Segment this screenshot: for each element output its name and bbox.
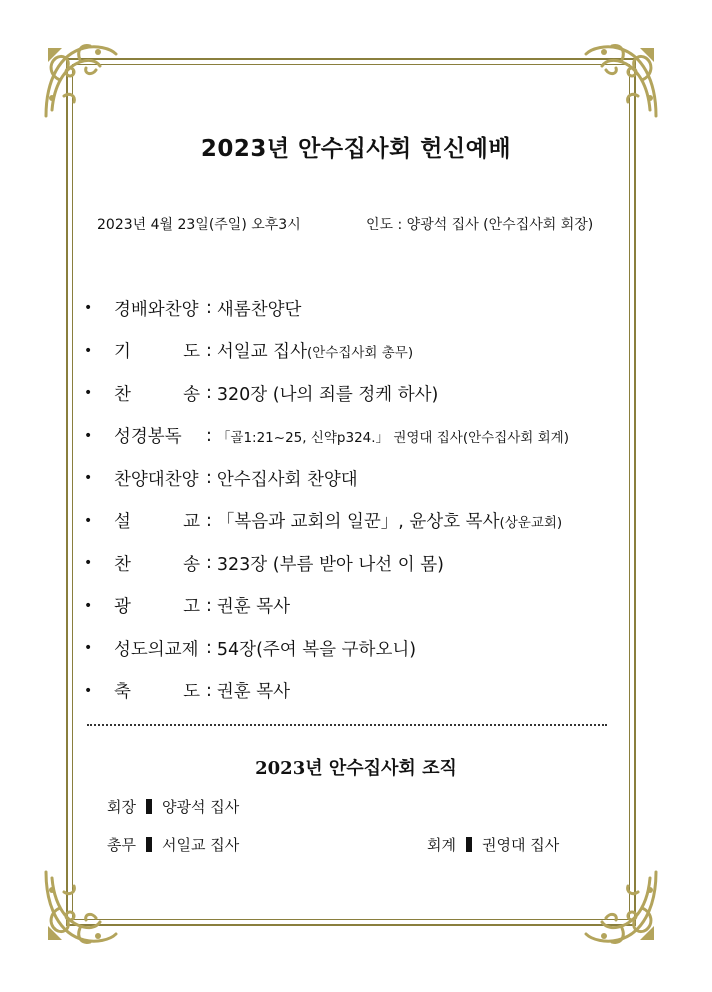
program-label: 찬 송: [114, 384, 200, 405]
bullet-icon: •: [84, 682, 93, 699]
program-note: (안수집사회 총무): [307, 344, 414, 361]
program-item: [84, 287, 644, 330]
program-content: 새롬찬양단: [216, 299, 302, 320]
separator: :: [206, 553, 212, 574]
separator: :: [206, 298, 212, 319]
bullet-icon: •: [84, 640, 93, 657]
organization-title: 2023년 안수집사회 조직: [255, 758, 457, 779]
program-list: [84, 287, 644, 712]
program-label: 찬양대찬양: [114, 469, 199, 490]
program-item: [84, 372, 644, 415]
program-item: [84, 627, 644, 670]
corner-ornament-bottom-left: [40, 866, 122, 948]
program-content: 「골1:21~25, 신약p324.」 권영대 집사: [216, 429, 463, 446]
program-label: 기 도: [114, 342, 200, 363]
separator: :: [206, 340, 212, 361]
program-label: 성도의교제: [114, 639, 199, 660]
org-name: 서일교 집사: [161, 836, 240, 854]
program-label: 찬 송: [114, 554, 200, 575]
program-note: (안수집사회 회계): [462, 429, 569, 446]
bullet-icon: •: [84, 597, 93, 614]
program-label: 경배와찬양: [114, 299, 199, 320]
dotted-divider: [87, 724, 607, 726]
service-date: 2023년 4월 23일(주일) 오후3시: [97, 217, 301, 233]
bullet-icon: •: [84, 555, 93, 572]
program-content: 323장 (부름 받아 나선 이 몸): [216, 554, 444, 575]
bullet-icon: •: [84, 427, 93, 444]
bar-icon: [146, 799, 152, 814]
separator: :: [206, 595, 212, 616]
program-label: 성경봉독: [114, 427, 182, 448]
program-item: [84, 457, 644, 500]
program-item: [84, 542, 644, 585]
separator: :: [206, 510, 212, 531]
program-content: 54장(주여 복을 구하오니): [216, 639, 417, 660]
program-content: 서일교 집사: [216, 342, 307, 363]
program-content: 권훈 목사: [216, 597, 291, 618]
program-item: [84, 415, 644, 458]
program-content: 320장 (나의 죄를 정케 하사): [216, 384, 439, 405]
program-label: 광 고: [114, 597, 200, 618]
program-content: 「복음과 교회의 일꾼」, 윤상호 목사: [216, 512, 500, 533]
bar-icon: [146, 837, 152, 852]
corner-ornament-top-left: [40, 40, 122, 122]
separator: :: [206, 468, 212, 489]
org-name: 양광석 집사: [161, 798, 240, 816]
org-president: [107, 796, 239, 817]
program-item: [84, 500, 644, 543]
corner-ornament-bottom-right: [580, 866, 662, 948]
separator: :: [206, 425, 212, 446]
program-content: 안수집사회 찬양대: [216, 469, 358, 490]
bullet-icon: •: [84, 470, 93, 487]
bar-icon: [466, 837, 472, 852]
program-content: 권훈 목사: [216, 682, 291, 703]
org-role: 회계: [427, 836, 456, 854]
program-item: [84, 330, 644, 373]
org-role: 회장: [107, 798, 136, 816]
org-secretary: [107, 834, 239, 855]
service-leader: 인도 : 양광석 집사 (안수집사회 회장): [366, 217, 594, 233]
separator: :: [206, 638, 212, 659]
org-name: 권영대 집사: [481, 836, 560, 854]
org-treasurer: [427, 834, 559, 855]
corner-ornament-top-right: [580, 40, 662, 122]
bullet-icon: •: [84, 512, 93, 529]
page-title: 2023년 안수집사회 헌신예배: [200, 136, 512, 162]
bullet-icon: •: [84, 342, 93, 359]
program-item: [84, 670, 644, 713]
separator: :: [206, 680, 212, 701]
bullet-icon: •: [84, 385, 93, 402]
bullet-icon: •: [84, 300, 93, 317]
separator: :: [206, 383, 212, 404]
program-label: 축 도: [114, 682, 200, 703]
program-label: 설 교: [114, 512, 200, 533]
org-role: 총무: [107, 836, 136, 854]
program-note: (상운교회): [499, 514, 563, 531]
program-item: [84, 585, 644, 628]
